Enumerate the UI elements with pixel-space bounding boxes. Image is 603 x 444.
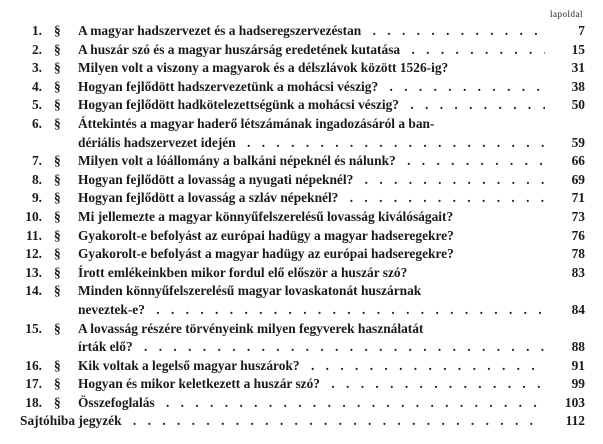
entry-title <box>78 301 545 320</box>
entry-title-text: Hogyan fejlődött a lovasság a nyugati népeknél? <box>78 172 357 187</box>
toc-entry-line <box>20 22 585 41</box>
toc-entry-line <box>20 301 585 320</box>
toc-entry-line <box>20 171 585 190</box>
entry-page-number: 50 <box>571 97 585 113</box>
entry-title <box>78 394 545 413</box>
entry-title-text: Gyakorolt-e befolyást a magyar hadügy az európai hadseregekre? <box>78 246 458 261</box>
entry-title <box>78 115 545 134</box>
entry-title <box>78 375 545 394</box>
toc-entry-line <box>20 152 585 171</box>
entry-title <box>78 189 545 208</box>
section-mark: § <box>54 227 61 243</box>
section-mark: § <box>54 246 61 262</box>
toc-entry-line <box>20 41 585 60</box>
toc-errata-line <box>20 412 585 431</box>
entry-number: 4. <box>31 78 42 94</box>
entry-page-number: 99 <box>571 376 585 392</box>
entry-title <box>78 134 545 153</box>
entry-number: 14. <box>25 283 42 299</box>
errata-title-text: Sajtóhiba jegyzék <box>20 413 126 428</box>
entry-title-text: Hogyan és mikor keletkezett a huszár szó? <box>78 376 324 391</box>
section-mark: § <box>54 97 61 113</box>
entry-number: 18. <box>25 394 42 410</box>
entry-title-text: Hogyan fejlődött hadszervezetünk a mohácsi vészig? <box>78 79 382 94</box>
toc-entry-line <box>20 320 585 339</box>
entry-title <box>78 338 545 357</box>
entry-title <box>78 22 545 41</box>
section-mark: § <box>54 41 61 57</box>
section-mark: § <box>54 320 61 336</box>
section-mark: § <box>54 153 61 169</box>
entry-page-number: 83 <box>571 264 585 280</box>
entry-title <box>78 78 545 97</box>
entry-title-text: A huszár szó és a magyar huszárság eredetének kutatása <box>78 42 404 57</box>
section-mark: § <box>54 190 61 206</box>
entry-page-number: 59 <box>571 134 585 150</box>
entry-page-number: 31 <box>571 60 585 76</box>
entry-page-number: 69 <box>571 171 585 187</box>
entry-number: 9. <box>31 190 42 206</box>
entry-number: 13. <box>25 264 42 280</box>
entry-title-text: A lovasság részére törvényeink milyen fegyverek használatát <box>78 321 427 336</box>
entry-page-number: 7 <box>578 23 585 38</box>
entry-title <box>78 208 545 227</box>
entry-title <box>78 41 545 60</box>
table-of-contents <box>20 22 585 431</box>
entry-page-number: 103 <box>564 394 585 410</box>
entry-title-text: neveztek-e? <box>78 302 149 317</box>
toc-entry-line <box>20 59 585 78</box>
toc-entry-line <box>20 115 585 134</box>
entry-title-text: Hogyan fejlődött hadkötelezettségünk a mohácsi vészig? <box>78 97 403 112</box>
entry-page-number: 78 <box>571 246 585 262</box>
toc-entry-line <box>20 282 585 301</box>
entry-title <box>78 59 545 78</box>
entry-page-number: 73 <box>571 208 585 224</box>
entry-number: 2. <box>31 41 42 57</box>
toc-entry-line <box>20 134 585 153</box>
section-mark: § <box>54 394 61 410</box>
section-mark: § <box>54 60 61 76</box>
toc-entry-line <box>20 338 585 357</box>
entry-title-text: Kik voltak a legelső magyar huszárok? <box>78 358 304 373</box>
entry-title-text: Írott emlékeinkben mikor fordul elő először a huszár szó? <box>78 265 411 280</box>
entry-title <box>78 320 545 339</box>
entry-title-text: Milyen volt a lóállomány a balkáni népeknél és nálunk? <box>78 153 400 168</box>
entry-title <box>78 282 545 301</box>
entry-title-text: Áttekintés a magyar haderő létszámának ingadozásáról a ban- <box>78 116 438 131</box>
entry-title-text: Gyakorolt-e befolyást az európai hadügy a magyar hadseregekre? <box>78 228 458 243</box>
section-mark: § <box>54 283 61 299</box>
entry-title <box>78 227 545 246</box>
entry-title <box>78 357 545 376</box>
entry-title <box>78 96 545 115</box>
toc-entry-line <box>20 208 585 227</box>
entry-number: 3. <box>31 60 42 76</box>
section-mark: § <box>54 357 61 373</box>
toc-entry-line <box>20 375 585 394</box>
entry-page-number: 38 <box>571 78 585 94</box>
entry-page-number: 88 <box>571 339 585 355</box>
entry-page-number: 76 <box>571 227 585 243</box>
entry-page-number: 84 <box>571 301 585 317</box>
toc-entry-line <box>20 78 585 97</box>
section-mark: § <box>54 115 61 131</box>
entry-number: 6. <box>31 115 42 131</box>
section-mark: § <box>54 171 61 187</box>
entry-title-text: A magyar hadszervezet és a hadseregszervezéstan <box>78 23 365 38</box>
entry-page-number: 66 <box>571 153 585 169</box>
entry-title-text: Összefoglalás <box>78 395 159 410</box>
entry-title <box>78 152 545 171</box>
entry-number: 17. <box>25 376 42 392</box>
section-mark: § <box>54 376 61 392</box>
toc-entry-line <box>20 394 585 413</box>
errata-page-number: 112 <box>565 413 585 429</box>
entry-number: 11. <box>26 227 42 243</box>
section-mark: § <box>54 78 61 94</box>
entry-title-text: Hogyan fejlődött a lovasság a szláv népeknél? <box>78 190 342 205</box>
entry-number: 16. <box>25 357 42 373</box>
entry-number: 12. <box>25 246 42 262</box>
errata-title <box>20 412 545 431</box>
entry-number: 5. <box>31 97 42 113</box>
entry-page-number: 15 <box>571 41 585 57</box>
toc-entry-line <box>20 227 585 246</box>
section-mark: § <box>54 208 61 224</box>
page-column-label: lapoldal <box>550 9 583 19</box>
entry-title-text: dériális hadszervezet idején <box>78 135 240 150</box>
toc-entry-line <box>20 189 585 208</box>
entry-number: 1. <box>31 23 42 38</box>
entry-title <box>78 171 545 190</box>
entry-number: 10. <box>25 208 42 224</box>
entry-page-number: 91 <box>571 357 585 373</box>
entry-number: 7. <box>31 153 42 169</box>
toc-entry-line <box>20 357 585 376</box>
entry-number: 15. <box>25 320 42 336</box>
toc-entry-line <box>20 264 585 283</box>
entry-title-text: Minden könnyűfelszerelésű magyar lovaskatonát huszárnak <box>78 283 425 298</box>
entry-title-text: Milyen volt a viszony a magyarok és a délszlávok között 1526-ig? <box>78 60 452 75</box>
toc-entry-line <box>20 96 585 115</box>
entry-title <box>78 245 545 264</box>
toc-entry-line <box>20 245 585 264</box>
entry-title-text: írták elő? <box>78 339 137 354</box>
section-mark: § <box>54 23 61 38</box>
entry-title <box>78 264 545 283</box>
section-mark: § <box>54 264 61 280</box>
entry-title-text: Mi jellemezte a magyar könnyűfelszerelésű lovasság kiválóságait? <box>78 209 457 224</box>
entry-number: 8. <box>31 171 42 187</box>
entry-page-number: 71 <box>571 190 585 206</box>
